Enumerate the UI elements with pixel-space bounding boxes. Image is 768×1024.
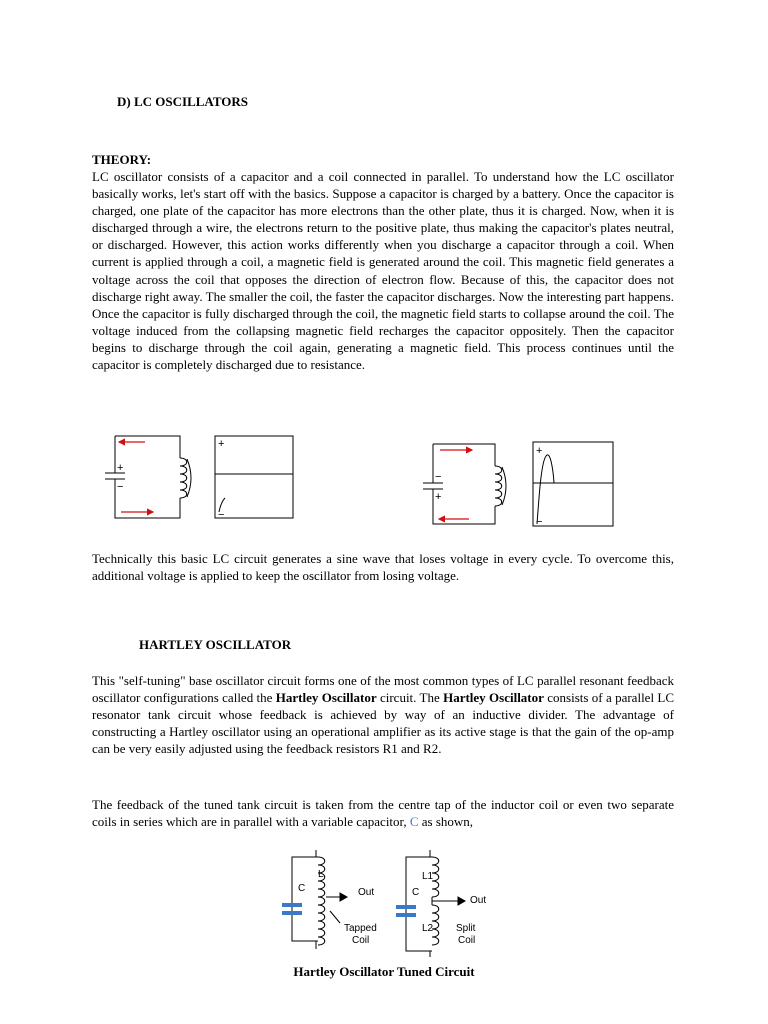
section-title: D) LC OSCILLATORS xyxy=(117,94,248,109)
label-coil: Coil xyxy=(458,935,476,946)
plus-sign: + xyxy=(117,462,124,474)
scope-trace-left xyxy=(215,436,293,521)
label-out: Out xyxy=(358,887,375,898)
minus-sign: − xyxy=(117,481,124,493)
hartley-title: HARTLEY OSCILLATOR xyxy=(139,637,292,652)
label-out: Out xyxy=(470,895,487,906)
label-coil: Coil xyxy=(352,935,370,946)
lc-circuit-figure xyxy=(95,428,625,530)
theory-label: THEORY: xyxy=(92,152,152,167)
term-hartley-oscillator: Hartley Oscillator xyxy=(275,690,377,706)
svg-text:+: + xyxy=(536,445,543,457)
hartley-paragraph-1: This "self-tuning" base oscillator circuit forms one of the most common types of LC parallel resonant feedback oscillator configurations called the Hartley Oscillator circuit. The Hartley Oscillator consists of a parallel LC resonator tank circuit whose feedback is achieved by way of an inductive divider. The advantage of constructing a Hartley oscillator using an operational amplifier as its active stage is that the gain of the op-amp can be very easily adjusted using the feedback resistors R1 and R2. xyxy=(92,673,675,757)
capacitor-plate xyxy=(396,913,416,917)
figure-caption: Hartley Oscillator Tuned Circuit xyxy=(293,964,475,979)
term-hartley-oscillator: Hartley Oscillator xyxy=(443,690,544,706)
hartley-tuned-circuit-figure xyxy=(278,845,504,957)
svg-text:+: + xyxy=(218,438,225,450)
svg-text:−: − xyxy=(218,509,225,521)
capacitor-plate xyxy=(282,911,302,915)
label-split: Split xyxy=(456,923,476,934)
label-tapped: Tapped xyxy=(344,923,377,934)
hartley-paragraph-2: The feedback of the tuned tank circuit is taken from the centre tap of the inductor coil or even two separate coils in series which are in parallel with a variable capacitor, C as shown, xyxy=(92,797,674,830)
lc-circuit-charged xyxy=(101,436,191,518)
theory-paragraph: LC oscillator consists of a capacitor and a coil connected in parallel. To understand how the LC oscillator basically works, let's start off with the basics. Suppose a capacitor is charged by a battery. Once the capacitor is charged, one plate of the capacitor has more electrons than the other plate, thus it is charged. Now, when it is discharged through a wire, the electrons return to the positive plate, thus making the capacitor's plates neutral, or discharged. However, this action works differently when you discharge a capacitor through a coil. When current is applied through a coil, a magnetic field is generated around the coil. This magnetic field generates a voltage across the coil that opposes the direction of electron flow. Because of this, the capacitor does not discharge right away. The smaller the coil, the faster the capacitor discharges. Now the interesting part happens. Once the capacitor is fully discharged through the coil, the magnetic field starts to collapse around the coil. The voltage induced from the collapsing magnetic field recharges the capacitor oppositely. Then the capacitor begins to discharge through the coil again, generating a magnetic field. This process continues until the capacitor is completely discharged due to resistance. xyxy=(92,169,674,373)
svg-text:−: − xyxy=(536,516,543,528)
split-coil-circuit xyxy=(406,850,465,957)
technical-note: Technically this basic LC circuit generates a sine wave that loses voltage in every cycle. To overcome this, additional voltage is applied to keep the oscillator from losing voltage. xyxy=(92,551,674,584)
scope-trace-right xyxy=(533,442,613,528)
svg-text:−: − xyxy=(435,471,442,483)
label-l1: L1 xyxy=(422,871,434,882)
label-l: L xyxy=(318,869,324,880)
svg-text:+: + xyxy=(435,491,442,503)
label-l2: L2 xyxy=(422,923,434,934)
capacitor-plate xyxy=(396,905,416,909)
label-c: C xyxy=(412,887,420,898)
tapped-coil-circuit xyxy=(292,850,347,949)
label-c: C xyxy=(298,883,306,894)
capacitor-symbol-c: C xyxy=(409,814,419,830)
lc-circuit-discharging xyxy=(419,444,506,524)
capacitor-plate xyxy=(282,903,302,907)
